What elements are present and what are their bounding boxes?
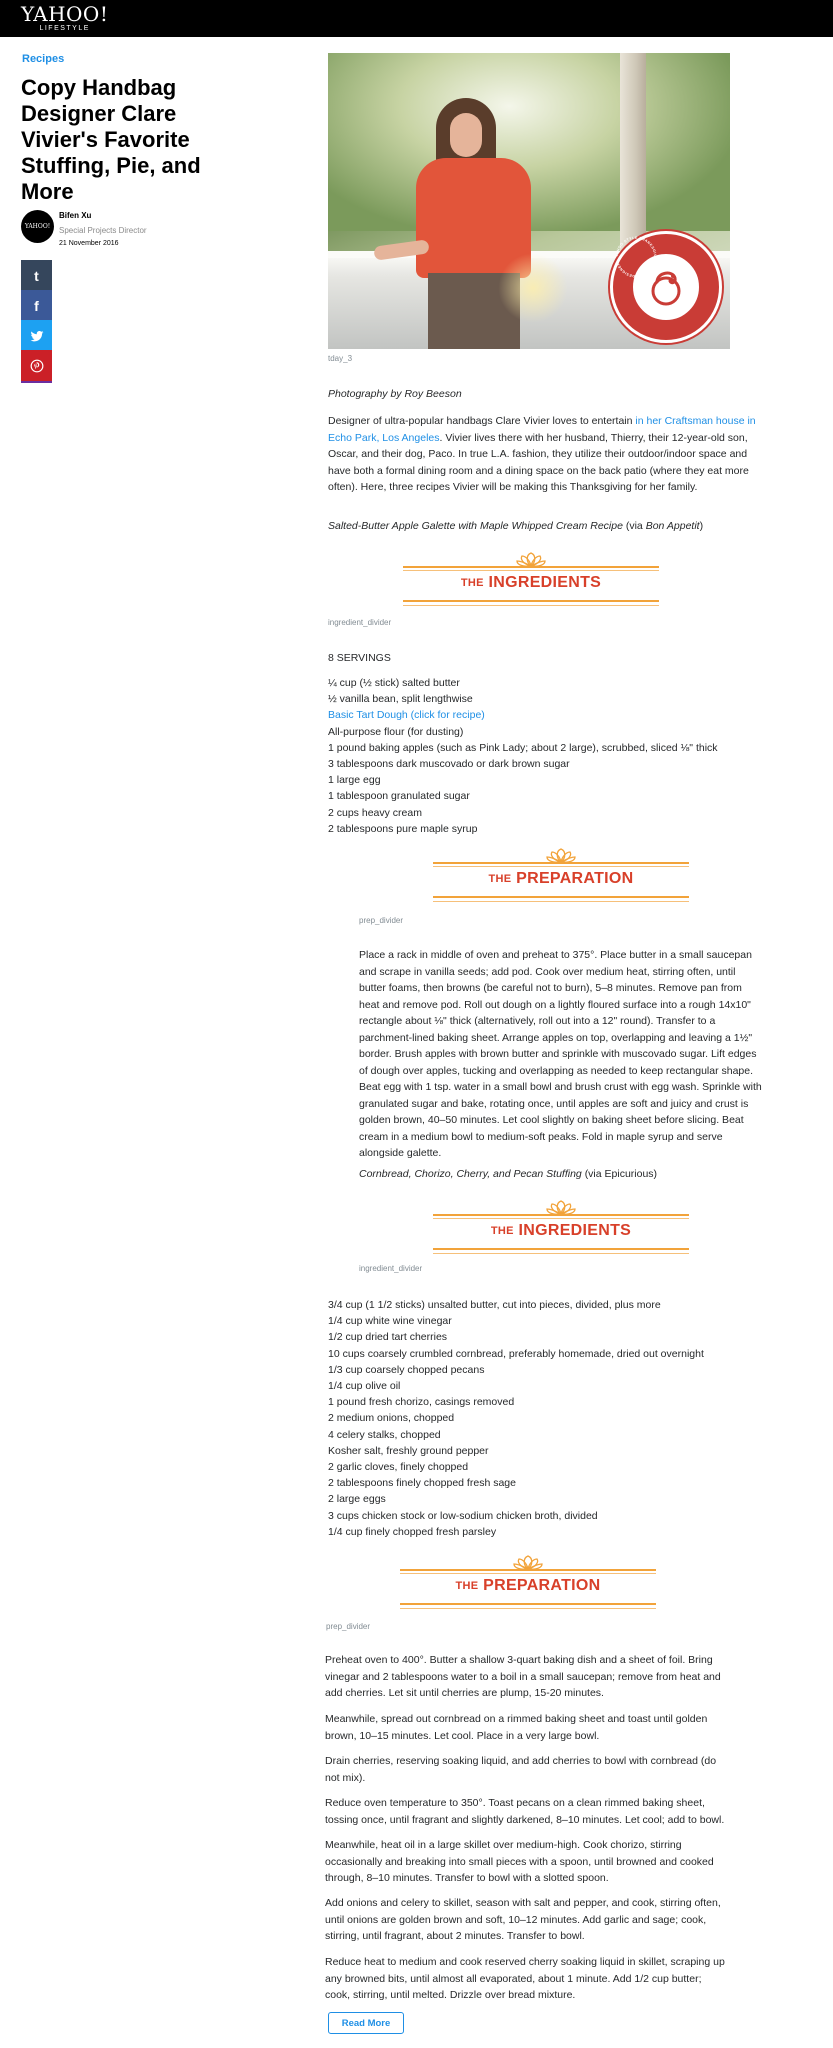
badge-text-path: YAHOO STYLE THANKSGIVING RECIPES DESIGNER xyxy=(614,235,658,279)
intro-text-after: . Vivier lives there with her husband, Thierry, their 12-year-old son, Oscar, and their dog, Paco. In true L.A. fashion, they utilize their outdoor/indoor space and have both a formal dining room and a dining space on the back patio (where they eat more often). Here, three recipes Vivier will be making this Thanksgiving for her family. xyxy=(328,431,749,493)
divider-word: PREPARATION xyxy=(516,870,634,887)
divider-rule xyxy=(433,866,689,867)
divider-title xyxy=(433,1222,689,1240)
share-twitter-button[interactable] xyxy=(21,320,52,351)
article-headline: Copy Handbag Designer Clare Vivier's Favorite Stuffing, Pie, and More xyxy=(21,75,201,204)
divider-the: THE xyxy=(455,1580,479,1592)
preparation-divider-1 xyxy=(433,848,689,908)
divider-rule xyxy=(433,901,689,902)
servings: 8 SERVINGS xyxy=(328,652,391,664)
recipe1-heading xyxy=(328,518,762,535)
divider-rule xyxy=(433,1253,689,1254)
list-item: 2 large eggs xyxy=(328,1493,386,1506)
recipe1-title: Salted-Butter Apple Galette with Maple Whipped Cream Recipe xyxy=(328,520,623,532)
list-item: 2 medium onions, chopped xyxy=(328,1412,455,1425)
recipe1-ingredients-list xyxy=(328,675,768,837)
recipe1-source-name: Bon Appetit xyxy=(645,520,700,532)
recipe2-ingredients-list xyxy=(328,1297,768,1540)
list-item: 1 pound baking apples (such as Pink Lady; about 2 large), scrubbed, sliced ⅛" thick xyxy=(328,741,718,754)
recipe2-step-2: Meanwhile, spread out cornbread on a rimmed baking sheet and toast until golden brown, 10–15 minutes. Let cool. Place in a very large bowl. xyxy=(325,1713,708,1742)
intro-text-before: Designer of ultra-popular handbags Clare Vivier loves to entertain xyxy=(328,415,636,427)
recipe2-step-6: Add onions and celery to skillet, season with salt and pepper, and cook, stirring often, until onions are golden brown and soft, 10–12 minutes. Add garlic and sage; cook, stirring, until fragrant, about 2 minutes. Transfer to bowl. xyxy=(325,1897,721,1942)
intro-paragraph xyxy=(328,413,762,496)
divider-title xyxy=(433,870,689,888)
yahoo-lifestyle-logo[interactable] xyxy=(21,4,108,32)
divider-the: THE xyxy=(460,577,484,589)
craftsman-house-link[interactable]: in her Craftsman house in Echo Park, Los Angeles xyxy=(328,415,756,444)
hero-lens-flare xyxy=(498,253,568,323)
divider-rule xyxy=(433,1218,689,1219)
list-item: 1/4 cup finely chopped fresh parsley xyxy=(328,1525,497,1538)
list-item: 3/4 cup (1 1/2 sticks) unsalted butter, cut into pieces, divided, plus more xyxy=(328,1299,661,1311)
recipe2-source: (via Epicurious) xyxy=(584,1168,658,1180)
photo-credit: Photography by Roy Beeson xyxy=(328,388,462,400)
divider-rule xyxy=(433,1248,689,1250)
read-more-button[interactable]: Read More xyxy=(328,2012,404,2034)
divider-the: THE xyxy=(488,873,512,885)
prep-divider-caption: prep_divider xyxy=(326,1622,371,1631)
list-item: 4 celery stalks, chopped xyxy=(328,1428,441,1441)
divider-rule xyxy=(433,1214,689,1216)
list-item: 2 tablespoons pure maple syrup xyxy=(328,822,478,835)
divider-title xyxy=(400,1577,656,1595)
author-name[interactable]: Bifen Xu xyxy=(59,211,92,220)
divider-the: THE xyxy=(490,1225,514,1237)
list-item: 1/3 cup coarsely chopped pecans xyxy=(328,1363,485,1376)
list-item: 1/2 cup dried tart cherries xyxy=(328,1331,448,1344)
divider-word: INGREDIENTS xyxy=(488,574,602,591)
list-item: ½ vanilla bean, split lengthwise xyxy=(328,693,473,706)
divider-rule xyxy=(400,1608,656,1609)
list-item: 3 tablespoons dark muscovado or dark brown sugar xyxy=(328,758,570,771)
list-item: Kosher salt, freshly ground pepper xyxy=(328,1444,489,1457)
share-pinterest-button[interactable] xyxy=(21,350,52,381)
publish-date: 21 November 2016 xyxy=(59,240,119,247)
share-divider xyxy=(21,381,52,383)
logo-brand: YAHOO! xyxy=(21,2,109,26)
divider-rule xyxy=(400,1569,656,1571)
ingredients-divider-1 xyxy=(403,552,659,612)
svg-text:YAHOO STYLE THANKSGIVING RECIP xyxy=(615,236,657,278)
recipe2-step-5: Meanwhile, heat oil in a large skillet over medium-high. Cook chorizo, stirring occasionally and breaking into small pieces with a spoon, until browned and cooked through, 8–10 minutes. Transfer to bowl with a slotted spoon. xyxy=(325,1839,714,1884)
tumblr-icon: t xyxy=(34,267,39,284)
divider-title xyxy=(403,574,659,592)
list-item: 3 cups chicken stock or low-sodium chicken broth, divided xyxy=(328,1509,598,1522)
badge-ring-text xyxy=(613,234,659,280)
basic-tart-dough-link[interactable]: Basic Tart Dough (click for recipe) xyxy=(328,709,485,722)
hero-image[interactable] xyxy=(328,53,730,349)
list-item: 1 pound fresh chorizo, casings removed xyxy=(328,1396,515,1409)
recipe2-step-4: Reduce oven temperature to 350°. Toast pecans on a clean rimmed baking sheet, tossing once, until fragrant and slightly darkened, 8–10 minutes. Let cool; add to bowl. xyxy=(325,1797,725,1826)
hero-person-face xyxy=(450,113,482,157)
recipe1-preparation: Place a rack in middle of oven and preheat to 375°. Place butter in a small saucepan and scrape in vanilla seeds; add pod. Cook over medium heat, stirring often, until butter foams, then browns (be careful not to burn), 5–8 minutes. Remove pan from heat and remove pod. Roll out dough on a lightly floured surface into a rough 14x10" rectangle about ⅛" thick (alternatively, roll out into a 12" round). Transfer to a parchment-lined baking sheet. Arrange apples on top, overlapping and leaving a 1½" border. Brush apples with brown butter and sprinkle with muscovado sugar. Lift edges of dough over apples, tucking and overlapping as needed to keep rectangular shape. Beat egg with 1 tsp. water in a small bowl and brush crust with egg wash. Sprinkle with granulated sugar and bake, rotating once, until apples are soft and juicy and crust is golden brown, 40–50 minutes. Let cool slightly on baking sheet before slicing. Beat cream in a medium bowl to medium-soft peaks. Fold in maple syrup and serve alongside galette. xyxy=(359,949,762,1159)
twitter-icon xyxy=(30,329,44,343)
recipe2-title: Cornbread, Chorizo, Cherry, and Pecan Stuffing xyxy=(359,1168,585,1180)
list-item: 2 tablespoons finely chopped fresh sage xyxy=(328,1477,516,1490)
divider-rule xyxy=(403,570,659,571)
recipe2-step-3: Drain cherries, reserving soaking liquid, and add cherries to bowl with cornbread (do not mix). xyxy=(325,1755,717,1784)
list-item: 10 cups coarsely crumbled cornbread, preferably homemade, dried out overnight xyxy=(328,1347,704,1360)
recipe1-source-close: ) xyxy=(699,520,704,532)
divider-rule xyxy=(400,1573,656,1574)
list-item: 1 tablespoon granulated sugar xyxy=(328,790,470,803)
share-tumblr-button[interactable] xyxy=(21,260,52,291)
divider-rule xyxy=(433,862,689,864)
top-bar xyxy=(0,0,833,37)
author-role: Special Projects Director xyxy=(59,226,147,235)
hero-caption: tday_3 xyxy=(328,354,353,363)
author-avatar: YAHOO! xyxy=(21,210,54,243)
recipe1-source-open: (via xyxy=(622,520,646,532)
recipe2-step-7: Reduce heat to medium and cook reserved cherry soaking liquid in skillet, scraping up any browned bits, until almost all evaporated, about 1 minute. Add 1/2 cup butter; cook, stirring, until melted. Drizzle over bread mixture. xyxy=(325,1956,725,2001)
divider-rule xyxy=(403,605,659,606)
ingredient-divider-caption: ingredient_divider xyxy=(328,618,392,627)
facebook-icon: f xyxy=(34,297,39,314)
ingredient-divider-caption: ingredient_divider xyxy=(359,1264,423,1273)
recipe2-step-1: Preheat oven to 400°. Butter a shallow 3-quart baking dish and a sheet of foil. Bring vinegar and 2 tablespoons water to a boil in a small saucepan; remove from heat and add cherries. Let sit until cherries are plump, 15-20 minutes. xyxy=(325,1654,721,1699)
pinterest-icon xyxy=(30,359,44,373)
list-item: 2 cups heavy cream xyxy=(328,806,422,819)
recipe2-heading xyxy=(359,1166,763,1183)
divider-rule xyxy=(400,1603,656,1605)
ingredients-divider-2 xyxy=(433,1200,689,1260)
category-link[interactable]: Recipes xyxy=(22,53,65,65)
prep-divider-caption: prep_divider xyxy=(359,916,404,925)
divider-rule xyxy=(403,566,659,568)
list-item: 2 garlic cloves, finely chopped xyxy=(328,1461,469,1474)
divider-word: PREPARATION xyxy=(483,1577,601,1594)
divider-rule xyxy=(403,600,659,602)
list-item: 1/4 cup white wine vinegar xyxy=(328,1315,452,1328)
preparation-divider-2 xyxy=(400,1555,656,1615)
list-item: 1/4 cup olive oil xyxy=(328,1380,401,1393)
list-item: All-purpose flour (for dusting) xyxy=(328,725,464,738)
share-facebook-button[interactable] xyxy=(21,290,52,321)
logo-sub: LIFESTYLE xyxy=(39,25,90,32)
divider-word: INGREDIENTS xyxy=(518,1222,632,1239)
list-item: 1 large egg xyxy=(328,774,381,787)
list-item: ¼ cup (½ stick) salted butter xyxy=(328,677,460,689)
thanksgiving-badge xyxy=(610,231,722,343)
divider-rule xyxy=(433,896,689,898)
